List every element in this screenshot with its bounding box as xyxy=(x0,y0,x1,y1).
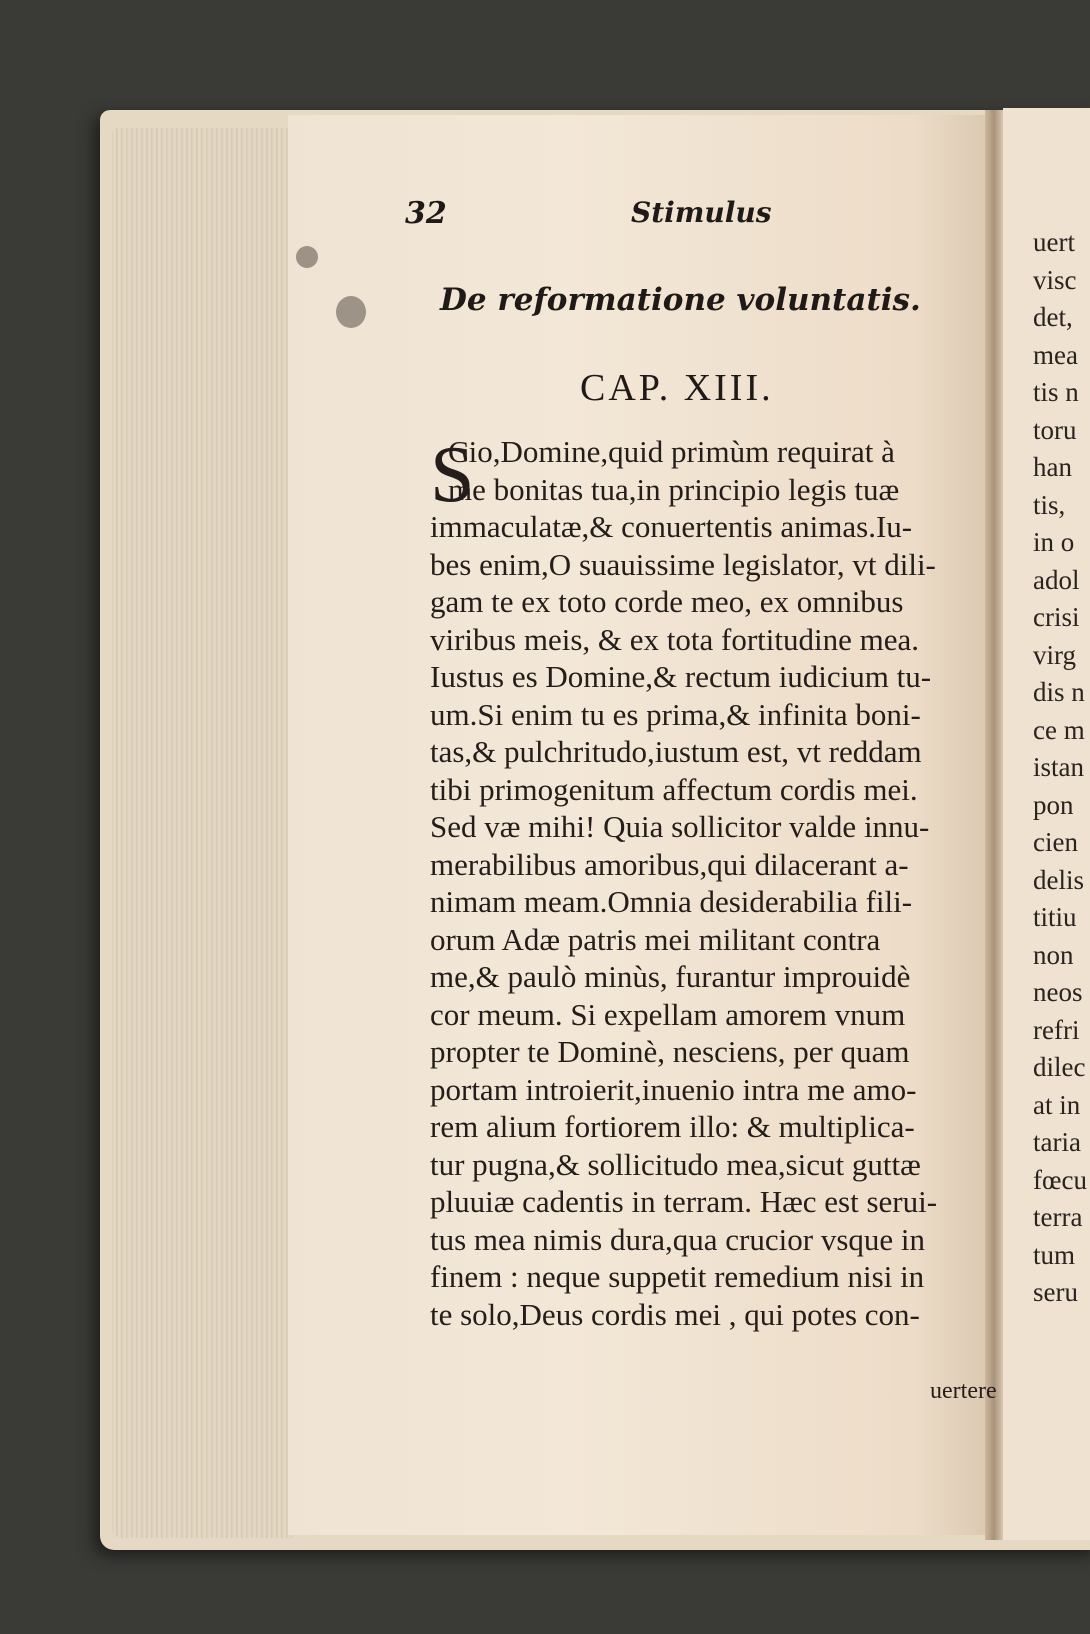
text-line: cor meum. Si expellam amorem vnum xyxy=(430,996,906,1032)
text-line: rem alium fortiorem illo: & multiplica- xyxy=(430,1109,915,1144)
right-text-fragment: in o xyxy=(1033,527,1075,557)
text-line: um.Si enim tu es prima,& infinita boni- xyxy=(430,696,921,732)
text-line: tur pugna,& sollicitudo mea,sicut guttæ xyxy=(430,1146,921,1182)
text-line: Sed væ mihi! Quia sollicitor valde innu- xyxy=(430,809,930,844)
running-title: Stimulus xyxy=(631,196,772,229)
right-text-fragment: delis xyxy=(1033,864,1084,895)
right-text-fragment: uert xyxy=(1033,227,1075,257)
text-line: Cio,Domine,quid primùm requirat à xyxy=(448,434,895,469)
right-text-fragment: tis n xyxy=(1033,377,1079,407)
text-line: merabilibus amoribus,qui dilacerant a- xyxy=(430,846,909,882)
text-line: orum Adæ patris mei militant contra xyxy=(430,921,881,957)
right-text-fragment: refri xyxy=(1033,1014,1080,1045)
right-text-fragment: det, xyxy=(1033,302,1073,332)
right-text-fragment: terra xyxy=(1033,1202,1083,1232)
right-text-fragment: toru xyxy=(1033,414,1077,445)
text-line: portam introierit,inuenio intra me amo- xyxy=(430,1071,917,1107)
right-text-fragment: dis n xyxy=(1033,677,1085,707)
right-text-fragment: titiu xyxy=(1033,902,1077,932)
right-text-fragment: taria xyxy=(1033,1127,1081,1157)
text-line: tus mea nimis dura,qua crucior vsque in xyxy=(430,1221,926,1257)
text-line: tibi primogenitum affectum cordis mei. xyxy=(430,771,918,807)
right-text-fragment: non xyxy=(1033,939,1074,970)
right-text-fragment: neos xyxy=(1033,977,1083,1007)
catchword: uertere xyxy=(930,1378,997,1404)
right-text-fragment: pon xyxy=(1033,789,1074,820)
text-line: te solo,Deus cordis mei , qui potes con- xyxy=(430,1296,920,1332)
right-text-fragment: cien xyxy=(1033,827,1078,857)
text-line: Iustus es Domine,& rectum iudicium tu- xyxy=(430,659,932,694)
right-text-fragment: ce m xyxy=(1033,714,1085,745)
right-text-fragment: dilec xyxy=(1033,1052,1086,1082)
chapter-heading: De reformatione voluntatis. xyxy=(440,282,921,318)
right-page-text xyxy=(1033,224,1090,1312)
right-text-fragment: visc xyxy=(1033,264,1077,295)
text-line: gam te ex toto corde meo, ex omnibus xyxy=(430,584,904,619)
right-text-fragment: fœcu xyxy=(1033,1164,1087,1195)
text-line: me bonitas tua,in principio legis tuæ xyxy=(448,471,900,507)
page-edges xyxy=(112,128,292,1538)
right-text-fragment: han xyxy=(1033,452,1072,482)
text-line: pluuiæ cadentis in terram. Hæc est serui- xyxy=(430,1184,938,1219)
text-line: me,& paulò minùs, furantur improuidè xyxy=(430,959,911,994)
page-number: 32 xyxy=(405,196,447,231)
right-text-fragment: seru xyxy=(1033,1277,1078,1307)
text-line: propter te Dominè, nesciens, per quam xyxy=(430,1034,910,1069)
text-line: bes enim,O suauissime legislator, vt dili- xyxy=(430,546,936,582)
right-text-fragment: adol xyxy=(1033,564,1080,595)
text-line: immaculatæ,& conuertentis animas.Iu- xyxy=(430,509,913,544)
drop-cap: S xyxy=(430,431,475,519)
text-line: nimam meam.Omnia desiderabilia fili- xyxy=(430,884,913,919)
chapter-number: CAP. XIII. xyxy=(580,367,774,409)
text-line: finem : neque suppetit remedium nisi in xyxy=(430,1259,925,1294)
text-line: tas,& pulchritudo,iustum est, vt reddam xyxy=(430,734,922,769)
right-text-fragment: mea xyxy=(1033,339,1078,370)
paper-stain xyxy=(296,246,318,268)
paper-stain xyxy=(336,296,366,328)
running-head xyxy=(405,196,965,236)
text-line: viribus meis, & ex tota fortitudine mea. xyxy=(430,621,920,657)
body-text xyxy=(430,433,1000,1333)
right-text-fragment: istan xyxy=(1033,752,1084,782)
right-text-fragment: at in xyxy=(1033,1089,1081,1120)
right-text-fragment: tum xyxy=(1033,1239,1076,1270)
right-text-fragment: tis, xyxy=(1033,489,1066,520)
right-text-fragment: crisi xyxy=(1033,602,1080,632)
right-text-fragment: virg xyxy=(1033,639,1077,670)
